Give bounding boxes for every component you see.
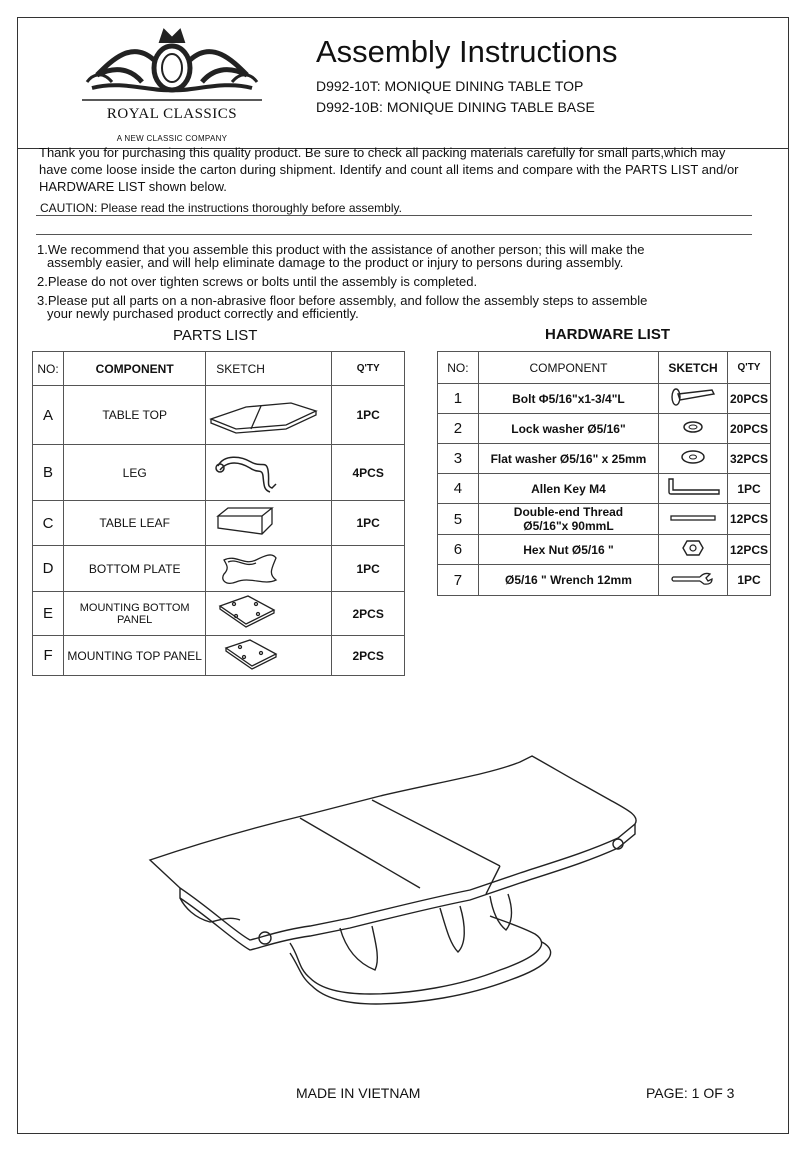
part-qty: 2PCS bbox=[332, 636, 405, 676]
lock-washer-icon bbox=[678, 418, 708, 436]
parts-header-component: COMPONENT bbox=[64, 352, 206, 386]
caution-divider-top bbox=[36, 215, 752, 216]
page-title: Assembly Instructions bbox=[316, 34, 618, 69]
part-no: A bbox=[33, 386, 64, 445]
note-1-line-2: assembly easier, and will help eliminate damage to the product or injury to persons during assembly. bbox=[47, 255, 624, 270]
parts-header-no: NO: bbox=[33, 352, 64, 386]
table-row bbox=[33, 501, 405, 546]
hardware-component: Flat washer Ø5/16" x 25mm bbox=[478, 444, 658, 474]
table-row bbox=[33, 445, 405, 501]
table-row bbox=[438, 474, 771, 504]
table-row bbox=[438, 565, 771, 596]
hardware-component: Lock washer Ø5/16" bbox=[478, 414, 658, 444]
caution-divider-bottom bbox=[36, 234, 752, 235]
hardware-no: 3 bbox=[438, 444, 479, 474]
mounting-top-panel-icon bbox=[206, 636, 322, 672]
note-1-line-1: 1.We recommend that you assemble this product with the assistance of another person; this will make the bbox=[37, 242, 645, 257]
part-no: C bbox=[33, 501, 64, 546]
hardware-no: 5 bbox=[438, 504, 479, 535]
hardware-header-sketch: SKETCH bbox=[659, 352, 728, 384]
table-row bbox=[438, 414, 771, 444]
part-qty: 4PCS bbox=[332, 445, 405, 501]
hardware-qty: 12PCS bbox=[728, 535, 771, 565]
assembled-table-illustration bbox=[140, 748, 660, 1013]
note-2-line-1: 2.Please do not over tighten screws or bolts until the assembly is completed. bbox=[37, 274, 478, 289]
note-1 bbox=[37, 243, 717, 269]
table-row bbox=[438, 384, 771, 414]
mounting-bottom-panel-sketch bbox=[206, 592, 332, 636]
table-leaf-sketch bbox=[206, 501, 332, 546]
flat-washer-icon bbox=[678, 447, 708, 467]
hardware-no: 2 bbox=[438, 414, 479, 444]
hardware-no: 1 bbox=[438, 384, 479, 414]
hardware-qty: 20PCS bbox=[728, 414, 771, 444]
part-component: LEG bbox=[64, 445, 206, 501]
parts-header-qty: Q'TY bbox=[332, 352, 405, 386]
table-row bbox=[33, 546, 405, 592]
parts-list-title: PARTS LIST bbox=[173, 327, 258, 344]
part-no: B bbox=[33, 445, 64, 501]
brand-tagline: A NEW CLASSIC COMPANY bbox=[116, 134, 228, 143]
part-qty: 2PCS bbox=[332, 592, 405, 636]
hardware-no: 4 bbox=[438, 474, 479, 504]
part-qty: 1PC bbox=[332, 386, 405, 445]
part-no: F bbox=[33, 636, 64, 676]
hardware-list-title: HARDWARE LIST bbox=[545, 326, 670, 343]
hardware-component: Allen Key M4 bbox=[478, 474, 658, 504]
mounting-top-panel-sketch bbox=[206, 636, 332, 676]
parts-header-sketch: SKETCH bbox=[206, 352, 332, 386]
brand-logo bbox=[72, 20, 272, 155]
subtitle-table-base: D992-10B: MONIQUE DINING TABLE BASE bbox=[316, 99, 595, 115]
intro-text: Thank you for purchasing this quality product. Be sure to check all packing materials carefully for small parts,which may have come loose inside the carton during shipment. Identify and count all items and compare with the PARTS LIST and/or HARDWARE LIST shown below. bbox=[39, 145, 739, 194]
hardware-qty: 12PCS bbox=[728, 504, 771, 535]
hardware-header-row bbox=[438, 352, 771, 384]
table-row bbox=[33, 636, 405, 676]
note-3-line-1: 3.Please put all parts on a non-abrasive floor before assembly, and follow the assembly steps to assemble bbox=[37, 293, 648, 308]
hardware-component bbox=[478, 504, 658, 535]
leg-sketch bbox=[206, 445, 332, 501]
hardware-no: 6 bbox=[438, 535, 479, 565]
bottom-plate-sketch bbox=[206, 546, 332, 592]
table-top-icon bbox=[206, 389, 322, 439]
bottom-plate-icon bbox=[206, 546, 322, 588]
hex-nut-icon bbox=[681, 538, 705, 558]
threaded-rod-icon bbox=[668, 513, 718, 523]
part-qty: 1PC bbox=[332, 501, 405, 546]
hardware-list-table bbox=[437, 351, 771, 596]
hardware-qty: 1PC bbox=[728, 565, 771, 596]
wrench-icon bbox=[670, 571, 716, 587]
leg-icon bbox=[206, 446, 322, 496]
note-3-line-2: your newly purchased product correctly and efficiently. bbox=[47, 306, 359, 321]
note-3 bbox=[37, 294, 717, 320]
hardware-qty: 20PCS bbox=[728, 384, 771, 414]
table-top-sketch bbox=[206, 386, 332, 445]
hardware-qty: 32PCS bbox=[728, 444, 771, 474]
made-in-label: MADE IN VIETNAM bbox=[296, 1085, 421, 1101]
hardware-component: Hex Nut Ø5/16 " bbox=[478, 535, 658, 565]
brand-name: ROYAL CLASSICS bbox=[106, 106, 238, 122]
allen-key-icon bbox=[663, 476, 723, 498]
note-2 bbox=[37, 275, 717, 288]
part-component: BOTTOM PLATE bbox=[64, 546, 206, 592]
hardware-header-no: NO: bbox=[438, 352, 479, 384]
part-qty: 1PC bbox=[332, 546, 405, 592]
hardware-component-line-1: Double-end Thread bbox=[513, 505, 624, 519]
hardware-header-qty: Q'TY bbox=[728, 352, 771, 384]
parts-header-row bbox=[33, 352, 405, 386]
subtitle-table-top: D992-10T: MONIQUE DINING TABLE TOP bbox=[316, 78, 584, 94]
table-row bbox=[438, 535, 771, 565]
part-component: MOUNTING BOTTOM PANEL bbox=[64, 592, 206, 636]
caution-text: CAUTION: Please read the instructions thoroughly before assembly. bbox=[40, 201, 402, 215]
part-component: TABLE LEAF bbox=[64, 501, 206, 546]
part-component: MOUNTING TOP PANEL bbox=[64, 636, 206, 676]
part-component: TABLE TOP bbox=[64, 386, 206, 445]
table-row bbox=[438, 504, 771, 535]
hardware-component: Ø5/16 " Wrench 12mm bbox=[478, 565, 658, 596]
mounting-bottom-panel-icon bbox=[206, 592, 322, 632]
hardware-header-component: COMPONENT bbox=[478, 352, 658, 384]
table-row bbox=[33, 386, 405, 445]
page-number: PAGE: 1 OF 3 bbox=[646, 1085, 735, 1101]
hardware-component-line-2: Ø5/16"x 90mmL bbox=[523, 519, 614, 533]
table-row bbox=[438, 444, 771, 474]
bolt-icon bbox=[668, 386, 718, 408]
table-leaf-icon bbox=[206, 502, 322, 542]
hardware-qty: 1PC bbox=[728, 474, 771, 504]
hardware-no: 7 bbox=[438, 565, 479, 596]
table-row bbox=[33, 592, 405, 636]
part-no: E bbox=[33, 592, 64, 636]
part-no: D bbox=[33, 546, 64, 592]
parts-list-table bbox=[32, 351, 405, 676]
hardware-component: Bolt Φ5/16"x1-3/4"L bbox=[478, 384, 658, 414]
